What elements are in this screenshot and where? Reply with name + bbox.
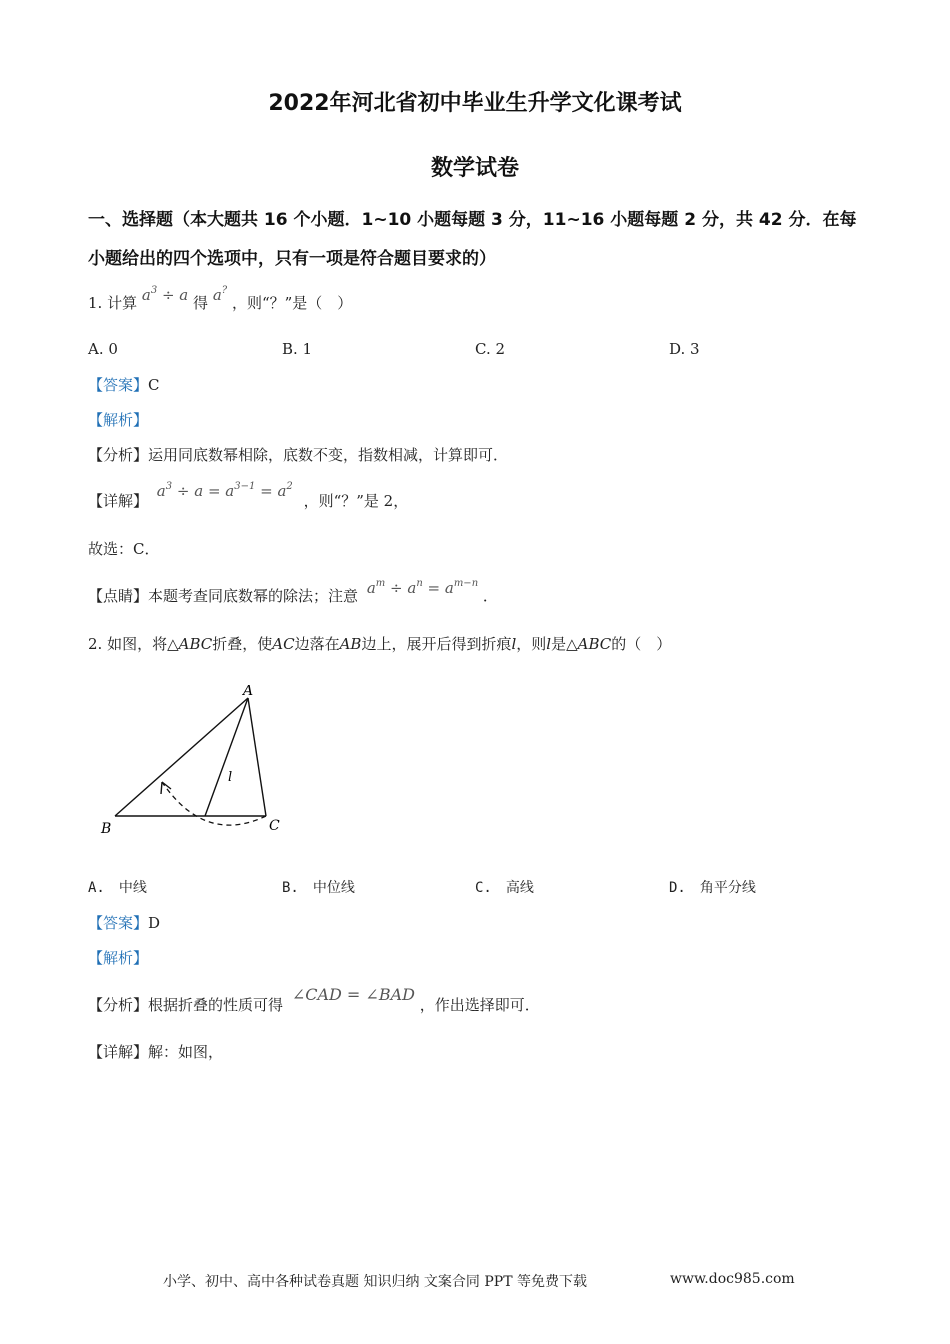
- label-c: C: [269, 818, 280, 834]
- q1-choose: 故选：C．: [88, 540, 160, 558]
- section-header-line2: 小题给出的四个选项中，只有一项是符合题目要求的）: [88, 249, 496, 269]
- footer-url[interactable]: www.doc985.com: [670, 1271, 795, 1287]
- q1-answer: [88, 374, 160, 395]
- q1-fenxi-text: 运用同底数幂相除，底数不变，指数相减，计算即可．: [148, 446, 509, 464]
- q2-crease-l: l: [511, 635, 517, 653]
- section-header-line1: 一、选择题（本大题共 16 个小题．1~10 小题每题 3 分，11~16 小题每题 2 分，共 42 分．在每: [88, 210, 857, 230]
- q1-mid: 得: [193, 294, 209, 312]
- label-l: l: [228, 770, 233, 785]
- page-title: 2022年河北省初中毕业生升学文化课考试: [268, 91, 682, 116]
- crease-line: [205, 698, 248, 816]
- q1-option-c: C. 2: [475, 340, 506, 358]
- q2-crease-l-2: l: [546, 635, 552, 653]
- q2-detail-tag: 【详解】: [88, 1043, 149, 1061]
- q2-triangle-abc: ABC: [178, 635, 213, 653]
- q2-text-4: 边上，展开后得到折痕: [361, 635, 512, 653]
- q2-stem: [88, 633, 671, 654]
- q1-detail-equation: $a^3 \div a = a^{3-1} = a^2$: [156, 481, 293, 500]
- q2-option-d: D. 角平分线: [669, 880, 756, 896]
- q2-option-b: B. 中位线: [282, 880, 355, 896]
- q1-answer-value: C: [148, 376, 160, 394]
- q2-answer-value: D: [148, 914, 161, 932]
- q2-analysis-tag: 【解析】: [88, 949, 149, 967]
- q2-answer-tag: 【答案】: [88, 914, 149, 932]
- q2-side-ab: AB: [339, 635, 362, 653]
- q2-text-5: ，则: [516, 635, 547, 653]
- q2-fenxi-end: ，作出选择即可．: [419, 996, 540, 1014]
- q2-fenxi-text: 根据折叠的性质可得: [148, 996, 284, 1014]
- q1-detail-suffix: ，则“？”是 2，: [303, 492, 409, 510]
- q1-stem: [88, 285, 353, 313]
- side-ab: [115, 698, 248, 816]
- q2-answer: [88, 912, 160, 933]
- q2-fenxi-tag: 【分析】: [88, 996, 149, 1014]
- q2-text-1: 2. 如图，将△: [88, 635, 179, 653]
- q2-text-6: 是△: [551, 635, 578, 653]
- q2-fenxi-math: ∠CAD = ∠BAD: [291, 985, 415, 1004]
- page-subtitle: 数学试卷: [430, 156, 519, 181]
- q1-fenxi: [88, 444, 508, 465]
- q1-prefix: 1. 计算: [88, 294, 138, 312]
- q2-text-2: 折叠，使: [212, 635, 273, 653]
- footer-text: 小学、初中、高中各种试卷真题 知识归纳 文案合同 PPT 等免费下载: [163, 1274, 587, 1290]
- q1-option-b: B. 1: [282, 340, 313, 358]
- q1-analysis-tag: 【解析】: [88, 411, 149, 429]
- q2-text-7: 的（ ）: [611, 635, 672, 653]
- q1-note: [88, 578, 498, 606]
- q1-note-text: 本题考查同底数幂的除法；注意: [148, 587, 359, 605]
- q1-note-formula: $a^m \div a^n = a^{m-n}$: [366, 578, 479, 597]
- q2-triangle-figure: [95, 685, 295, 845]
- q1-fenxi-tag: 【分析】: [88, 446, 149, 464]
- q2-detail-text: 解：如图，: [148, 1043, 224, 1061]
- q2-fenxi: [88, 985, 540, 1015]
- fold-arc: [162, 782, 266, 825]
- q1-option-a: A. 0: [88, 340, 118, 358]
- q1-detail-tag: 【详解】: [88, 492, 149, 510]
- q1-detail: [88, 481, 409, 511]
- q1-result: a?: [212, 285, 228, 304]
- side-ac: [248, 698, 266, 816]
- q2-text-3: 边落在: [294, 635, 340, 653]
- q1-option-d: D. 3: [669, 340, 700, 358]
- q2-side-ac: AC: [272, 635, 295, 653]
- q2-detail: [88, 1041, 223, 1062]
- q2-option-c: C. 高线: [475, 880, 534, 896]
- q1-note-tag: 【点睛】: [88, 587, 149, 605]
- q1-note-end: ．: [482, 587, 498, 605]
- q2-triangle-abc-2: ABC: [577, 635, 612, 653]
- label-a: A: [243, 685, 254, 699]
- q1-expression: $a^3 \div a$: [141, 285, 189, 304]
- q1-answer-tag: 【答案】: [88, 376, 149, 394]
- label-b: B: [101, 821, 112, 837]
- q1-suffix: ，则“？”是（ ）: [231, 294, 353, 312]
- q2-option-a: A. 中线: [88, 880, 147, 896]
